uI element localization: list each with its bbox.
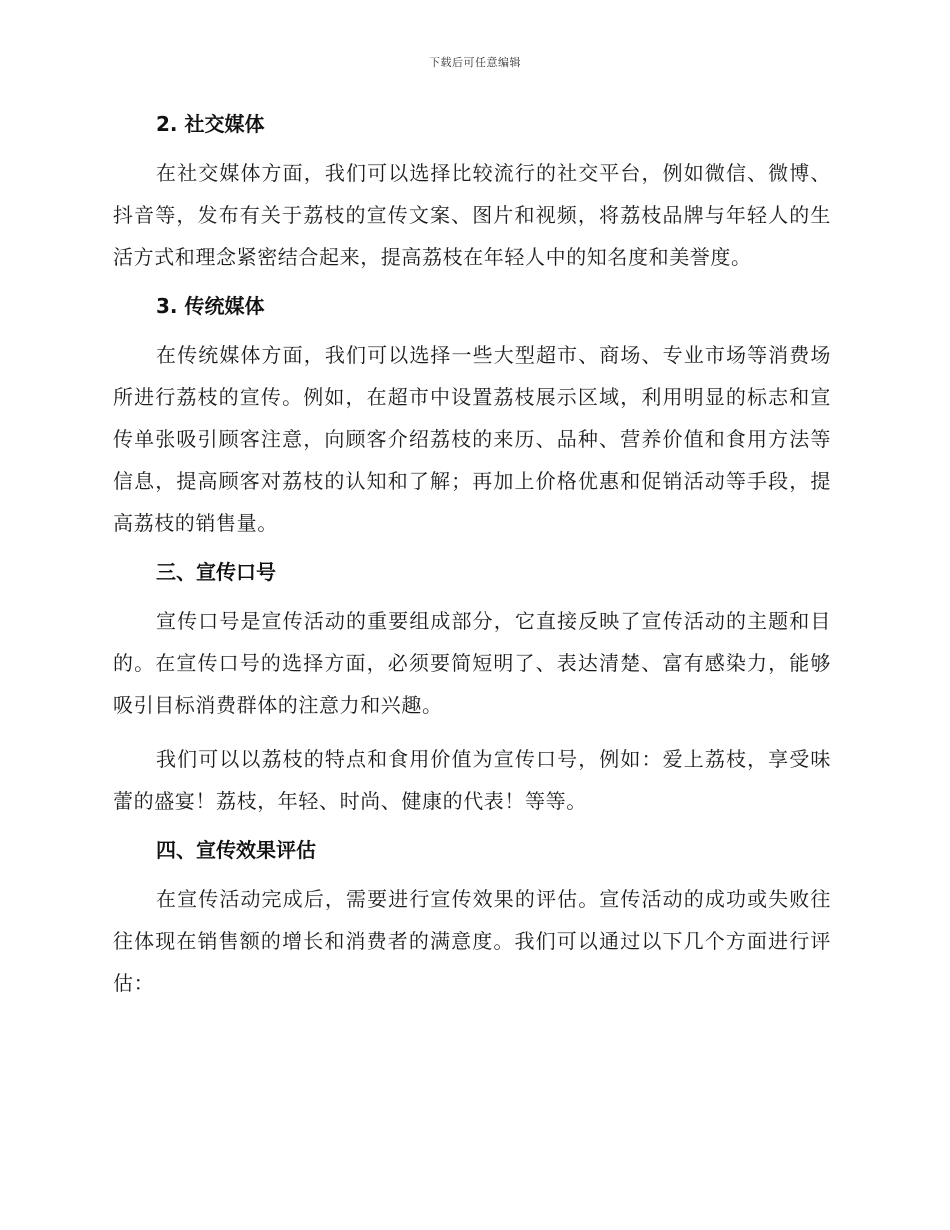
running-header: 下载后可任意编辑: [429, 56, 521, 69]
document-body: [113, 110, 831, 1016]
section-heading: 四、宣传效果评估: [156, 838, 316, 862]
section-slogan: [113, 558, 831, 822]
paragraph: 在宣传活动完成后，需要进行宣传效果的评估。宣传活动的成功或失败往往体现在销售额的增长和消费者的满意度。我们可以通过以下几个方面进行评估：: [113, 887, 831, 995]
paragraph: 宣传口号是宣传活动的重要组成部分，它直接反映了宣传活动的主题和目的。在宣传口号的选择方面，必须要简短明了、表达清楚、富有感染力，能够吸引目标消费群体的注意力和兴趣。: [113, 609, 831, 717]
section-social-media: [113, 110, 831, 278]
section-heading: 3. 传统媒体: [156, 294, 265, 318]
section-traditional-media: [113, 292, 831, 544]
section-heading: 2. 社交媒体: [156, 112, 265, 136]
section-heading: 三、宣传口号: [156, 560, 276, 584]
paragraph: 我们可以以荔枝的特点和食用价值为宣传口号，例如：爱上荔枝，享受味蕾的盛宴！荔枝，年轻、时尚、健康的代表！等等。: [113, 747, 831, 813]
paragraph: 在传统媒体方面，我们可以选择一些大型超市、商场、专业市场等消费场所进行荔枝的宣传。例如，在超市中设置荔枝展示区域，利用明显的标志和宣传单张吸引顾客注意，向顾客介绍荔枝的来历、品种、营养价值和食用方法等信息，提高顾客对荔枝的认知和了解；再加上价格优惠和促销活动等手段，提高荔枝的销售量。: [113, 343, 831, 535]
paragraph: 在社交媒体方面，我们可以选择比较流行的社交平台，例如微信、微博、抖音等，发布有关于荔枝的宣传文案、图片和视频，将荔枝品牌与年轻人的生活方式和理念紧密结合起来，提高荔枝在年轻人中的知名度和美誉度。: [113, 161, 831, 269]
section-evaluation: [113, 836, 831, 1004]
